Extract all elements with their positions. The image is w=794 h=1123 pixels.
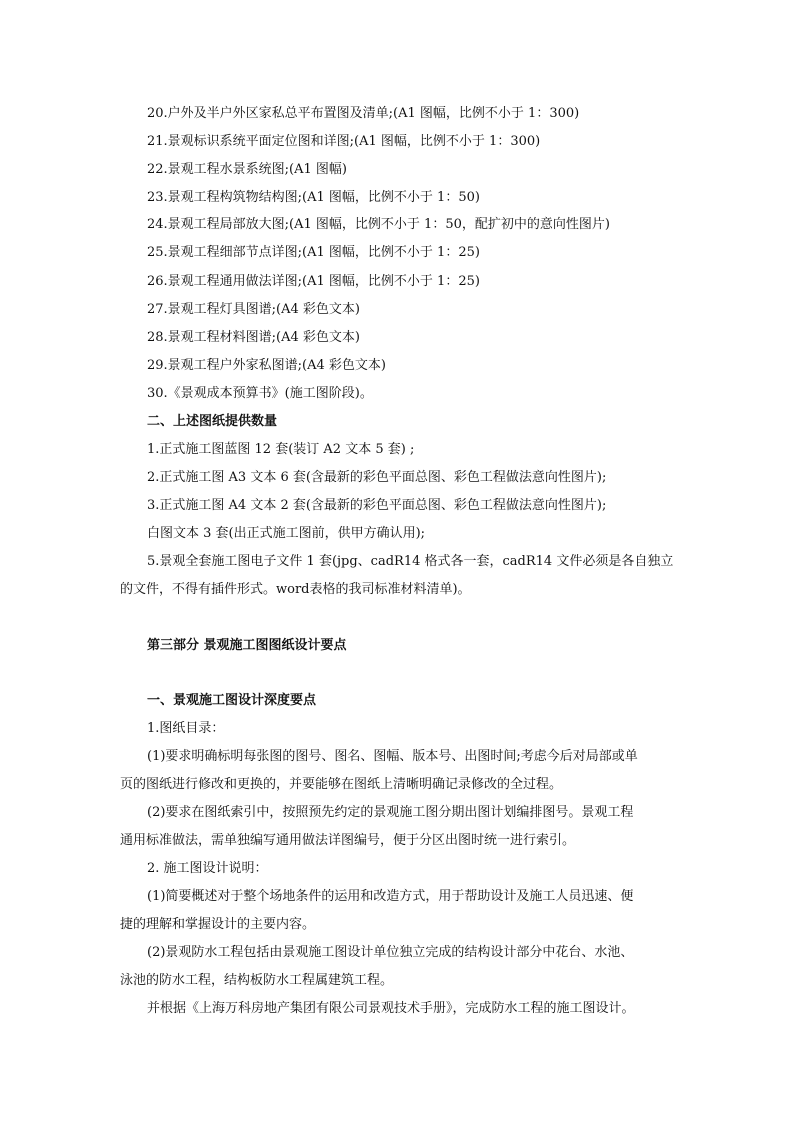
paragraph-line: (2)要求在图纸索引中，按照预先约定的景观施工图分期出图计划编排图号。景观工程 — [147, 805, 634, 820]
list-item: 20.户外及半户外区家私总平布置图及清单;(A1 图幅，比例不小于 1：300) — [147, 106, 580, 121]
paragraph-line: (1)简要概述对于整个场地条件的运用和改造方式，用于帮助设计及施工人员迅速、便 — [147, 889, 634, 904]
list-item: 30.《景观成本预算书》(施工图阶段)。 — [147, 386, 373, 401]
list-item: 24.景观工程局部放大图;(A1 图幅，比例不小于 1：50，配扩初中的意向性图片) — [147, 217, 610, 232]
paragraph-line: (1)要求明确标明每张图的图号、图名、图幅、版本号、出图时间;考虑今后对局部或单 — [147, 749, 638, 764]
list-item: 1.正式施工图蓝图 12 套(装订 A2 文本 5 套) ; — [147, 442, 415, 457]
list-item: 28.景观工程材料图谱;(A4 彩色文本) — [147, 330, 360, 345]
list-item: 21.景观标识系统平面定位图和详图;(A1 图幅，比例不小于 1：300) — [147, 134, 541, 149]
list-item: 27.景观工程灯具图谱;(A4 彩色文本) — [147, 302, 360, 317]
subsection-heading: 1.图纸目录： — [147, 721, 225, 736]
list-item: 2.正式施工图 A3 文本 6 套(含最新的彩色平面总图、彩色工程做法意向性图片); — [147, 470, 607, 485]
list-item: 3.正式施工图 A4 文本 2 套(含最新的彩色平面总图、彩色工程做法意向性图片); — [147, 498, 607, 513]
section-heading: 二、上述图纸提供数量 — [147, 414, 278, 429]
list-item: 22.景观工程水景系统图;(A1 图幅) — [147, 162, 347, 177]
list-item: 白图文本 3 套(出正式施工图前，供甲方确认用); — [147, 526, 426, 541]
list-item: 23.景观工程构筑物结构图;(A1 图幅，比例不小于 1：50) — [147, 190, 480, 205]
paragraph-line: 并根据《上海万科房地产集团有限公司景观技术手册》，完成防水工程的施工图设计。 — [147, 1001, 635, 1016]
list-item-continuation: 的文件，不得有插件形式。word表格的我司标准材料清单)。 — [120, 582, 471, 597]
paragraph-line: 泳池的防水工程，结构板防水工程属建筑工程。 — [120, 973, 394, 988]
section-heading: 一、景观施工图设计深度要点 — [147, 693, 317, 708]
list-item: 29.景观工程户外家私图谱;(A4 彩色文本) — [147, 358, 386, 373]
list-item: 26.景观工程通用做法详图;(A1 图幅，比例不小于 1：25) — [147, 274, 480, 289]
paragraph-line: (2)景观防水工程包括由景观施工图设计单位独立完成的结构设计部分中花台、水池、 — [147, 945, 634, 960]
subsection-heading: 2. 施工图设计说明： — [147, 861, 268, 876]
list-item: 25.景观工程细部节点详图;(A1 图幅，比例不小于 1：25) — [147, 245, 480, 260]
part-title: 第三部分 景观施工图图纸设计要点 — [147, 638, 347, 653]
list-item: 5.景观全套施工图电子文件 1 套(jpg、cadR14 格式各一套，cadR14 文件必须是各自独立 — [147, 554, 674, 569]
paragraph-line: 捷的理解和掌握设计的主要内容。 — [120, 917, 316, 932]
paragraph-line: 通用标准做法，需单独编写通用做法详图编号，便于分区出图时统一进行索引。 — [120, 833, 576, 848]
paragraph-line: 页的图纸进行修改和更换的，并要能够在图纸上清晰明确记录修改的全过程。 — [120, 777, 563, 792]
